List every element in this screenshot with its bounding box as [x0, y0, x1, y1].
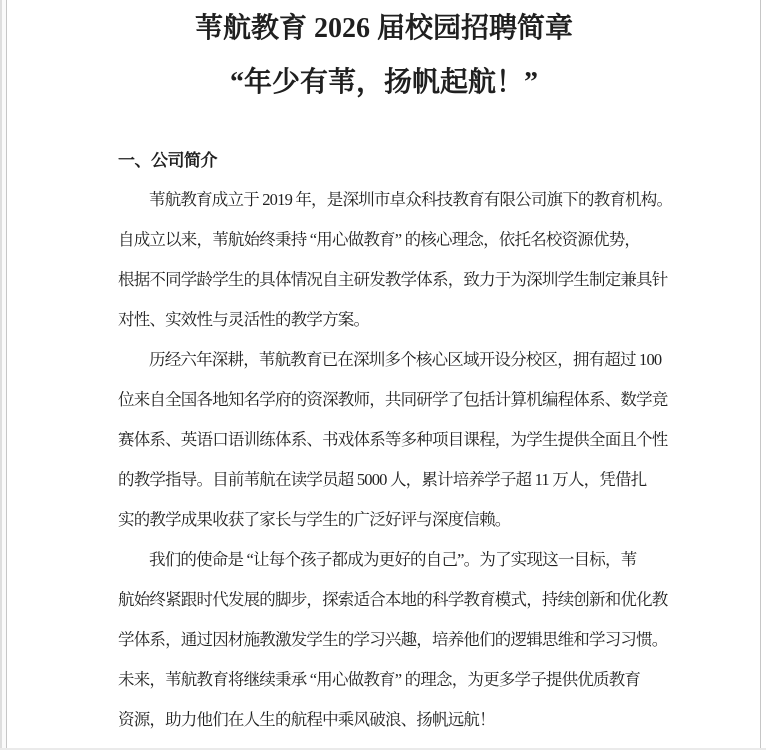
- paragraph-line: 苇航教育成立于 2019 年，是深圳市卓众科技教育有限公司旗下的教育机构。: [149, 190, 673, 209]
- paragraph-line: 资源，助力他们在人生的航程中乘风破浪、扬帆远航！: [118, 710, 495, 729]
- section-heading-company-intro: 一、公司简介: [118, 151, 217, 170]
- document-page: [8, 0, 760, 748]
- paragraph-line: 的教学指导。目前苇航在读学员超 5000 人，累计培养学子超 11 万人，凭借扎: [118, 470, 647, 489]
- paragraph-line: 对性、实效性与灵活性的教学方案。: [118, 310, 370, 329]
- paragraph-line: 未来，苇航教育将继续秉承 “用心做教育” 的理念，为更多学子提供优质教育: [118, 670, 641, 689]
- paragraph-line: 位来自全国各地知名学府的资深教师，共同研学了包括计算机编程体系、数学竞: [118, 390, 668, 409]
- paragraph: [118, 340, 718, 540]
- paragraph-line: 自成立以来，苇航始终秉持 “用心做教育” 的核心理念，依托名校资源优势，: [118, 230, 641, 249]
- paragraph-line: 赛体系、英语口语训练体系、书戏体系等多种项目课程，为学生提供全面且个性: [118, 430, 668, 449]
- section-body: [118, 180, 718, 740]
- paragraph-line: 实的教学成果收获了家长与学生的广泛好评与深度信赖。: [118, 510, 511, 529]
- page-right-border: [760, 0, 761, 750]
- paragraph-line: 我们的使命是 “让每个孩子都成为更好的自己”。为了实现这一目标，苇: [149, 550, 637, 569]
- document-subtitle: “年少有苇，扬帆起航！”: [229, 67, 538, 98]
- paragraph-line: 学体系，通过因材施教激发学生的学习兴趣，培养他们的逻辑思维和学习习惯。: [118, 630, 668, 649]
- paragraph: [118, 180, 718, 340]
- paragraph-line: 航始终紧跟时代发展的脚步，探索适合本地的科学教育模式，持续创新和优化教: [118, 590, 668, 609]
- paragraph: [118, 540, 718, 740]
- page-left-gutter: [0, 0, 7, 750]
- paragraph-line: 历经六年深耕，苇航教育已在深圳多个核心区域开设分校区，拥有超过 100: [149, 350, 662, 369]
- document-title: 苇航教育 2026 届校园招聘简章: [194, 13, 573, 44]
- paragraph-line: 根据不同学龄学生的具体情况自主研发教学体系，致力于为深圳学生制定兼具针: [118, 270, 668, 289]
